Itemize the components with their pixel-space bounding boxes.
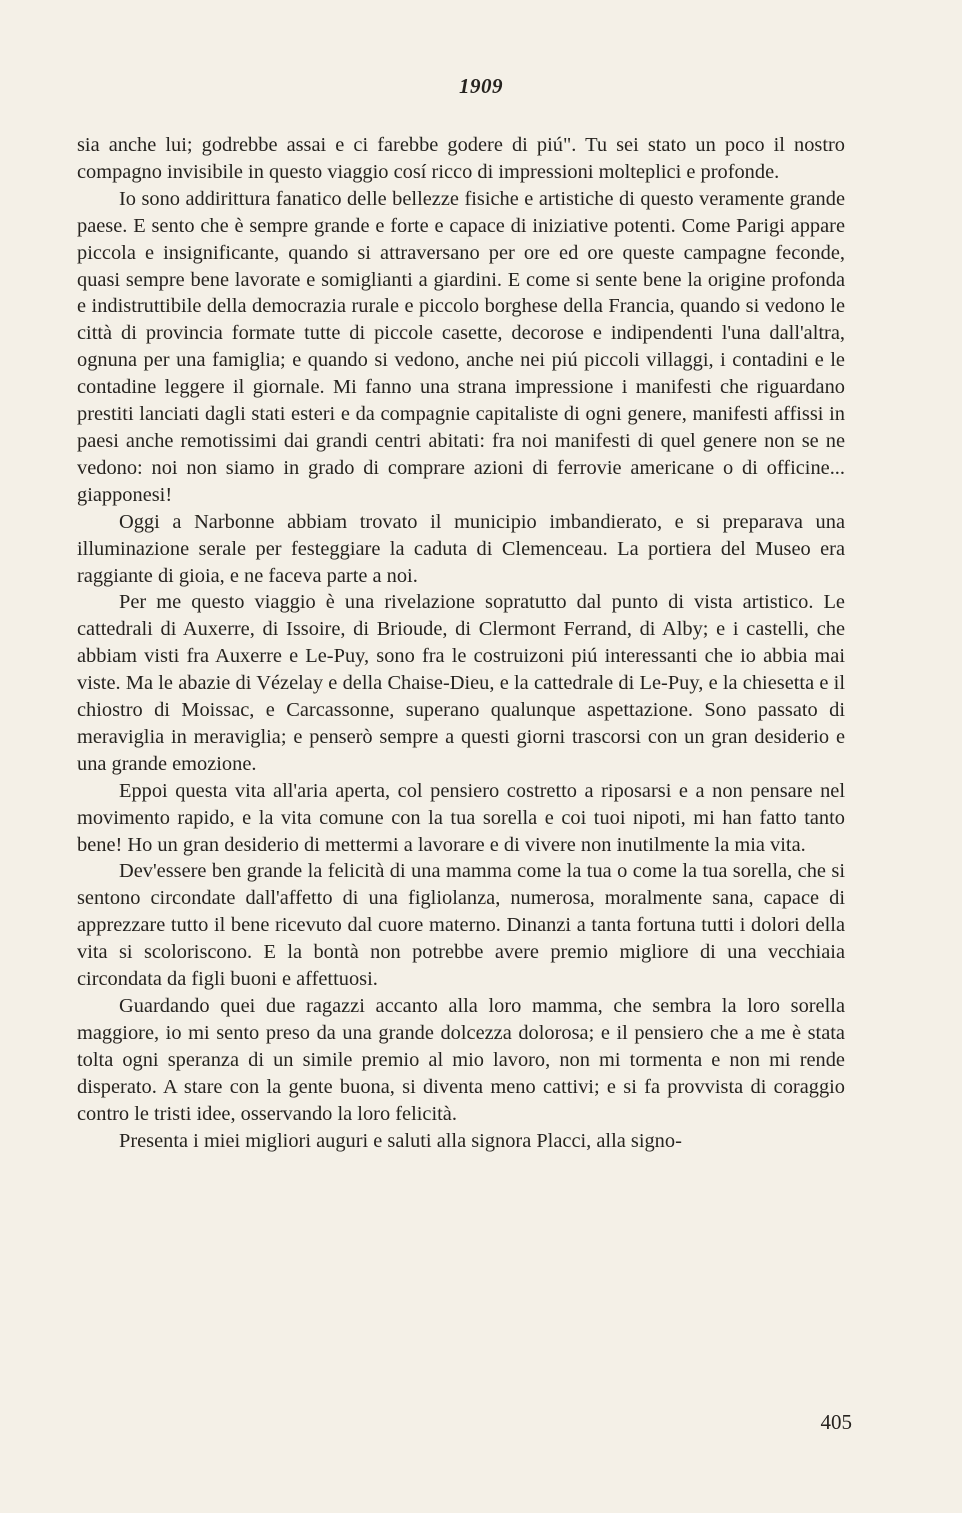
paragraph-4: Per me questo viaggio è una rivelazione sopratutto dal punto di vista artistico. Le cattedrali di Auxerre, di Issoire, di Brioude, di Clermont Ferrand, di Alby; e i castelli, che abbiam visti fra Auxerre e Le-Puy, sono fra le costruizoni piú interessanti che io abbia mai viste. Ma le abazie di Vézelay e della Chaise-Dieu, e la cattedrale di Le-Puy, e la chiesetta e il chiostro di Moissac, e Carcassonne, superano qualunque aspettazione. Sono passato di meraviglia in meraviglia; e penserò sempre a questi giorni trascorsi con un gran desiderio e una grande emozione.	[77, 591, 845, 775]
paragraph-3: Oggi a Narbonne abbiam trovato il municipio imbandierato, e si preparava una illuminazione serale per festeggiare la caduta di Clemenceau. La portiera del Museo era raggiante di gioia, e ne faceva parte a noi.	[77, 510, 845, 587]
paragraph-8: Presenta i miei migliori auguri e saluti alla signora Placci, alla signo-	[119, 1129, 682, 1152]
paragraph-1: sia anche lui; godrebbe assai e ci farebbe godere di piú". Tu sei stato un poco il nostro compagno invisibile in questo viaggio cosí ricco di impressioni molteplici e profonde.	[77, 134, 845, 183]
paragraph-6: Dev'essere ben grande la felicità di una mamma come la tua o come la tua sorella, che si sentono circondate dall'affetto di una figliolanza, numerosa, moralmente sana, capace di apprezzare tutto il bene ricevuto dal cuore materno. Dinanzi a tanta fortuna tutti i dolori della vita si scoloriscono. E la bontà non potrebbe avere premio migliore di una vecchiaia circondata da figli buoni e affettuosi.	[77, 860, 845, 991]
running-header-year: 1909	[459, 74, 503, 98]
paragraph-7: Guardando quei due ragazzi accanto alla loro mamma, che sembra la loro sorella maggiore, io mi sento preso da una grande dolcezza dolorosa; e il pensiero che a me è stata tolta ogni speranza di un simile premio al mio lavoro, non mi tormenta e non mi rende disperato. A stare con la gente buona, si diventa meno cattivi; e si fa provvista di coraggio contro le tristi idee, osservando la loro felicità.	[77, 995, 845, 1125]
page-number: 405	[820, 1410, 852, 1434]
paragraph-5: Eppoi questa vita all'aria aperta, col pensiero costretto a riposarsi e a non pensare nel movimento rapido, e la vita comune con la tua sorella e coi tuoi nipoti, mi han fatto tanto bene! Ho un gran desiderio di mettermi a lavorare e di vivere non inutilmente la mia vita.	[77, 779, 845, 856]
paragraph-2: Io sono addirittura fanatico delle bellezze fisiche e artistiche di questo veramente grande paese. E sento che è sempre grande e forte e capace di iniziative potenti. Come Parigi appare piccola e insignificante, quando si attraversano per ore ed ore queste campagne feconde, quasi sempre bene lavorate e somiglianti a giardini. E come si sente bene la origine profonda e indistruttibile della democrazia rurale e piccolo borghese della Francia, quando si vedono le città di provincia formate tutte di piccole casette, decorose e indipendenti l'una dall'altra, ognuna per una famiglia; e quando si vedono, anche nei piú piccoli villaggi, i contadini e le contadine leggere il giornale. Mi fanno una strana impressione i manifesti che riguardano prestiti lanciati dagli stati esteri e da compagnie capitaliste di ogni genere, manifesti affissi in paesi anche remotissimi dai grandi centri abitati: fra noi manifesti di quel genere non se ne vedono: noi non siamo in grado di comprare azioni di ferrovie americane o di officine... giapponesi!	[77, 187, 845, 506]
body-text	[77, 132, 845, 1154]
